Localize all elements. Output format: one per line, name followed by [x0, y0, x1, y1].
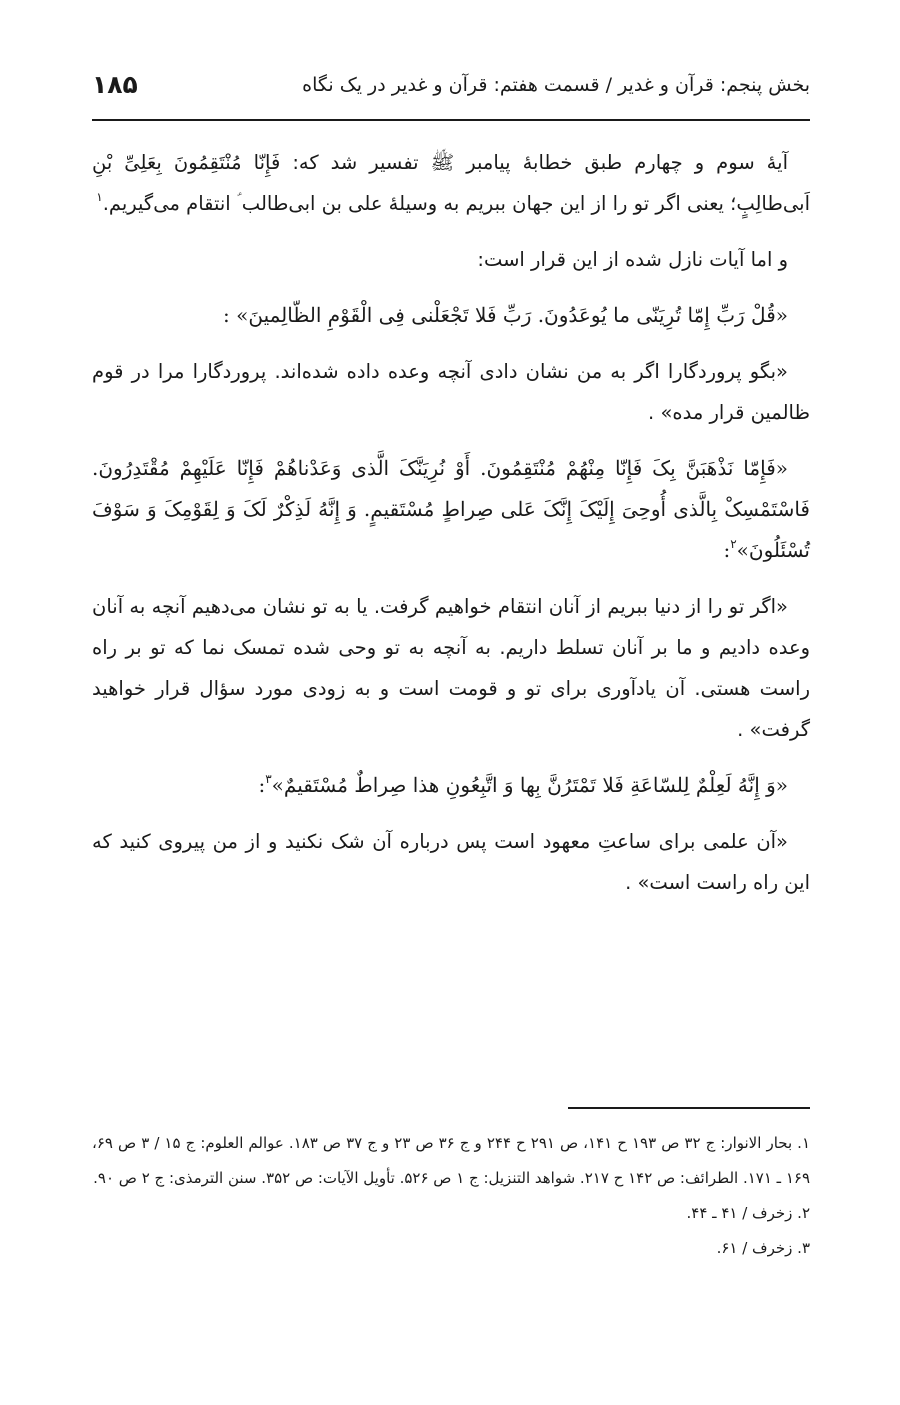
book-page — [92, 0, 810, 1405]
verse-text: «فَإِمّا نَذْهَبَنَّ بِکَ فَإِنّا مِنْهُمْ مُنْتَقِمُونَ. أَوْ نُرِیَنَّکَ الَّذی وَعَدْناهُمْ فَإِنّا عَلَیْهِمْ مُقْتَدِرُونَ. فَاسْتَمْسِکْ بِالَّذی أُوحِیَ إِلَیْکَ إِنَّکَ عَلی صِراطٍ مُسْتَقیمٍ. وَ إِنَّهُ لَذِکْرٌ لَکَ وَ لِقَوْمِکَ وَ سَوْفَ تُسْئَلُونَ» — [92, 456, 810, 562]
running-title: بخش پنجم: قرآن و غدیر / قسمت هفتم: قرآن و غدیر در یک نگاه — [302, 74, 810, 96]
quran-verse — [92, 448, 810, 571]
verse-tail: : — [723, 538, 731, 562]
verse-translation: «اگر تو را از دنیا ببریم از آنان انتقام خواهیم گرفت. یا به تو نشان می‌دهیم آنچه به آنان وعده دادیم و ما بر آنان تسلط داریم. به آنچه به تو وحی شده تمسک نما که تو بر راه راست هستی. آن یادآوری برای تو و قومت است و به زودی مورد سؤال قرار خواهید گرفت» . — [92, 595, 810, 741]
quran-verse: «قُلْ رَبِّ إِمّا تُرِیَنّی ما یُوعَدُونَ. رَبِّ فَلا تَجْعَلْنی فِی الْقَوْمِ الظّالِمینَ» : — [223, 303, 788, 327]
main-text — [92, 142, 810, 918]
verse-tail: : — [258, 773, 266, 797]
footnotes — [92, 1126, 810, 1266]
page-header — [92, 70, 810, 110]
header-rule — [92, 119, 810, 121]
footnote-rule — [568, 1107, 810, 1109]
verse-text: «وَ إِنَّهُ لَعِلْمٌ لِلسّاعَةِ فَلا تَمْتَرُنَّ بِها وَ اتَّبِعُونِ هذا صِراطٌ مُسْتَقیمٌ» — [271, 773, 788, 797]
paragraph — [92, 142, 810, 224]
paragraph: و اما آیات نازل شده از این قرار است: — [477, 248, 788, 271]
footnote-ref[interactable]: ۲ — [730, 537, 737, 551]
paragraph-text: آیهٔ سوم و چهارم طبق خطابهٔ پیامبر ﷺ تفسیر شد که: فَإِنّا مُنْتَقِمُونَ بِعَلِیِّ بْنِ اَبی‌طالِبٍ؛ یعنی اگر تو را از این جهان ببریم به وسیلهٔ علی بن ابی‌طالب ؑ انتقام می‌گیریم. — [92, 151, 810, 215]
footnote-3: ۳. زخرف / ۶۱. — [716, 1239, 810, 1257]
footnote-2: ۲. زخرف / ۴۱ ـ ۴۴. — [686, 1204, 810, 1222]
verse-translation: «بگو پروردگارا اگر به من نشان دادی آنچه وعده داده شده‌اند. پروردگارا مرا در قوم ظالمین قرار مده» . — [92, 360, 810, 424]
footnote-ref[interactable]: ۳ — [265, 772, 272, 786]
page-number: ۱۸۵ — [92, 70, 138, 99]
footnote-ref[interactable]: ۱ — [96, 190, 103, 204]
verse-translation: «آن علمی برای ساعتِ معهود است پس درباره آن شک نکنید و از من پیروی کنید که این راه راست است» . — [92, 830, 810, 894]
quran-verse — [92, 765, 810, 806]
footnote-1: ۱. بحار الانوار: ج ۳۲ ص ۱۹۳ ح ۱۴۱، ص ۲۹۱ ح ۲۴۴ و ج ۳۶ ص ۲۳ و ج ۳۷ ص ۱۸۳. عوالم العلوم: ج ۱۵ / ۳ ص ۶۹، ۱۶۹ ـ ۱۷۱. الطرائف: ص ۱۴۲ ح ۲۱۷. شواهد التنزیل: ج ۱ ص ۵۲۶. تأویل الآیات: ص ۳۵۲. سنن الترمذی: ج ۲ ص ۹۰. — [92, 1134, 811, 1187]
